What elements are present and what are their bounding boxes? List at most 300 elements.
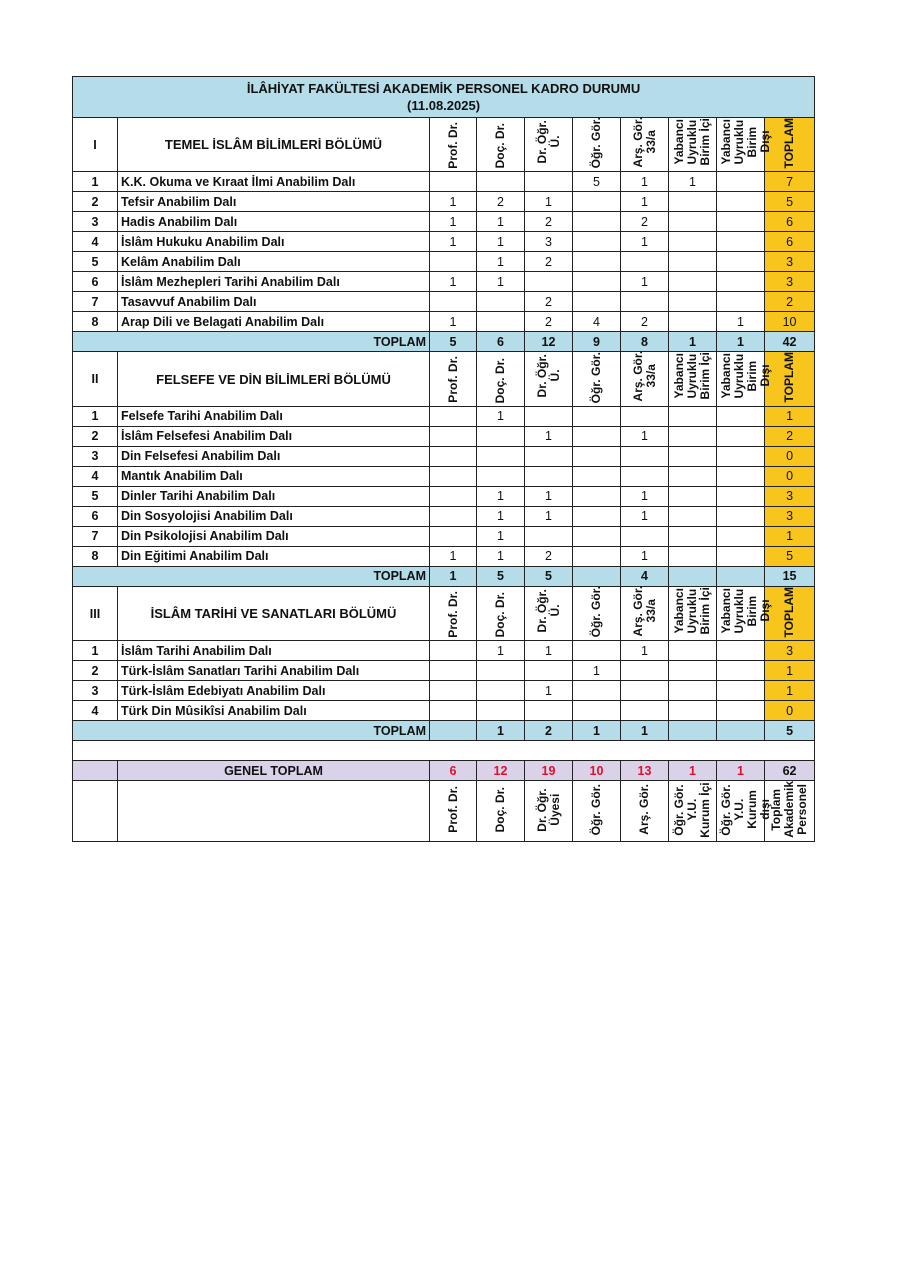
department-name: Din Psikolojisi Anabilim Dalı (118, 526, 430, 546)
footer-header-ogr-gor (573, 781, 621, 842)
column-header-toplam (765, 586, 815, 640)
value-ogr-gor (573, 212, 621, 232)
value-ogr-gor (573, 252, 621, 272)
table-row (73, 406, 815, 426)
department-name: Felsefe Tarihi Anabilim Dalı (118, 406, 430, 426)
value-yab-ici (669, 446, 717, 466)
column-header-ars-gor (621, 118, 669, 172)
value-prof (430, 406, 477, 426)
footer-blank-name (118, 781, 430, 842)
value-yab-ici (669, 681, 717, 701)
sum-doc: 1 (477, 721, 525, 741)
value-doc: 1 (477, 252, 525, 272)
column-header-yab-disi-label: Yabancı Uyruklu Birim Dışı (719, 353, 772, 399)
value-ars-gor: 1 (621, 272, 669, 292)
value-ogr-gor (573, 641, 621, 661)
value-prof: 1 (430, 192, 477, 212)
table-row (73, 641, 815, 661)
value-doc: 1 (477, 212, 525, 232)
value-ars-gor: 1 (621, 232, 669, 252)
column-header-ars-gor (621, 586, 669, 640)
row-number: 6 (73, 506, 118, 526)
value-ogr-gor (573, 526, 621, 546)
value-doc (477, 446, 525, 466)
row-number: 3 (73, 446, 118, 466)
row-total: 3 (765, 252, 815, 272)
sum-prof: 1 (430, 566, 477, 586)
value-dr-ogr (525, 661, 573, 681)
value-ars-gor (621, 406, 669, 426)
section-sum-total: 15 (765, 566, 815, 586)
section-sum-row (73, 721, 815, 741)
row-number: 8 (73, 312, 118, 332)
value-yab-ici (669, 426, 717, 446)
value-ogr-gor (573, 292, 621, 312)
value-doc (477, 292, 525, 312)
row-total: 0 (765, 466, 815, 486)
value-ars-gor: 1 (621, 172, 669, 192)
column-header-ogr-gor (573, 352, 621, 406)
department-name: Hadis Anabilim Dalı (118, 212, 430, 232)
value-dr-ogr: 2 (525, 312, 573, 332)
value-ogr-gor (573, 232, 621, 252)
value-doc: 1 (477, 546, 525, 566)
column-header-yab-disi-label: Yabancı Uyruklu Birim Dışı (719, 119, 772, 165)
value-ogr-gor: 1 (573, 661, 621, 681)
column-header-toplam-label: TOPLAM (782, 586, 797, 638)
value-ars-gor (621, 661, 669, 681)
section-roman-numeral: III (73, 586, 118, 640)
row-total: 1 (765, 406, 815, 426)
footer-header-row (73, 781, 815, 842)
table-row (73, 426, 815, 446)
row-total: 1 (765, 661, 815, 681)
value-dr-ogr: 2 (525, 212, 573, 232)
column-header-ars-gor (621, 352, 669, 406)
table-row (73, 172, 815, 192)
row-total: 0 (765, 446, 815, 466)
value-yab-disi: 1 (717, 312, 765, 332)
row-number: 2 (73, 661, 118, 681)
section-sum-label: TOPLAM (73, 566, 430, 586)
value-yab-ici (669, 546, 717, 566)
value-doc: 1 (477, 526, 525, 546)
sum-ars-gor: 8 (621, 332, 669, 352)
section-header-row (73, 118, 815, 172)
row-number: 8 (73, 546, 118, 566)
value-prof (430, 681, 477, 701)
value-yab-disi (717, 641, 765, 661)
value-doc: 1 (477, 272, 525, 292)
value-dr-ogr: 1 (525, 486, 573, 506)
column-header-yab-ici-label: Yabancı Uyruklu Birim İçi (672, 352, 712, 400)
column-header-ars-gor-label: Arş. Gör. 33/a (630, 350, 658, 402)
column-header-toplam (765, 118, 815, 172)
value-ars-gor: 1 (621, 486, 669, 506)
column-header-ogr-gor-label: Öğr. Gör. (589, 117, 603, 169)
value-yab-ici (669, 466, 717, 486)
value-doc (477, 466, 525, 486)
value-ars-gor: 1 (621, 641, 669, 661)
column-header-dr-ogr-label: Dr. Öğr. Ü. (534, 588, 562, 633)
value-ogr-gor (573, 681, 621, 701)
value-yab-disi (717, 506, 765, 526)
section-roman-numeral: I (73, 118, 118, 172)
column-header-dr-ogr (525, 118, 573, 172)
value-yab-disi (717, 701, 765, 721)
value-yab-disi (717, 232, 765, 252)
column-header-ars-gor-label: Arş. Gör. 33/a (630, 585, 658, 636)
department-name: Türk-İslâm Sanatları Tarihi Anabilim Dalı (118, 661, 430, 681)
value-ogr-gor: 5 (573, 172, 621, 192)
table-row (73, 292, 815, 312)
table-title (73, 77, 815, 118)
section-sum-label: TOPLAM (73, 721, 430, 741)
staff-table-body (73, 77, 815, 842)
column-header-dr-ogr-label: Dr. Öğr. Ü. (534, 354, 562, 398)
table-row (73, 701, 815, 721)
value-prof (430, 701, 477, 721)
value-ogr-gor: 4 (573, 312, 621, 332)
value-ogr-gor (573, 406, 621, 426)
row-total: 6 (765, 232, 815, 252)
row-number: 5 (73, 486, 118, 506)
value-yab-ici (669, 312, 717, 332)
value-yab-ici (669, 232, 717, 252)
sum-yab-ici (669, 721, 717, 741)
value-ogr-gor (573, 506, 621, 526)
value-prof (430, 426, 477, 446)
row-total: 3 (765, 272, 815, 292)
section-title: FELSEFE VE DİN BİLİMLERİ BÖLÜMÜ (118, 352, 430, 406)
value-dr-ogr: 2 (525, 292, 573, 312)
footer-header-ogr-gor-label: Öğr. Gör. (589, 784, 603, 836)
value-yab-ici (669, 506, 717, 526)
department-name: Türk-İslâm Edebiyatı Anabilim Dalı (118, 681, 430, 701)
column-header-doc-label: Doç. Dr. (493, 592, 507, 638)
value-ogr-gor (573, 272, 621, 292)
grand-doc: 12 (477, 761, 525, 781)
value-doc: 1 (477, 506, 525, 526)
table-row (73, 232, 815, 252)
column-header-ogr-gor-label: Öğr. Gör. (589, 586, 603, 638)
footer-header-dr-ogr (525, 781, 573, 842)
value-dr-ogr (525, 172, 573, 192)
sum-yab-ici: 1 (669, 332, 717, 352)
sum-prof (430, 721, 477, 741)
department-name: Din Sosyolojisi Anabilim Dalı (118, 506, 430, 526)
value-ars-gor: 1 (621, 192, 669, 212)
grand-dr-ogr: 19 (525, 761, 573, 781)
value-ars-gor (621, 701, 669, 721)
column-header-yab-ici-label: Yabancı Uyruklu Birim İçi (672, 586, 712, 635)
row-number: 6 (73, 272, 118, 292)
department-name: İslâm Hukuku Anabilim Dalı (118, 232, 430, 252)
sum-ogr-gor (573, 566, 621, 586)
row-total: 5 (765, 192, 815, 212)
row-total: 2 (765, 426, 815, 446)
value-doc (477, 681, 525, 701)
column-header-yab-disi (717, 352, 772, 406)
row-total: 1 (765, 526, 815, 546)
sum-doc: 6 (477, 332, 525, 352)
value-yab-ici: 1 (669, 172, 717, 192)
column-header-ogr-gor-label: Öğr. Gör. (589, 351, 603, 403)
value-ogr-gor (573, 446, 621, 466)
footer-header-yab-disi-label: Öğr. Gör. Y.U. Kurum dışı (719, 784, 772, 836)
table-title-line1: İLÂHİYAT FAKÜLTESİ AKADEMİK PERSONEL KADRO DURUMU (246, 81, 641, 96)
grand-yab-disi: 1 (717, 761, 765, 781)
grand-total-value: 62 (765, 761, 815, 781)
value-prof: 1 (430, 546, 477, 566)
value-dr-ogr: 1 (525, 681, 573, 701)
table-title-line2: (11.08.2025) (407, 98, 481, 113)
spacer-cell (73, 741, 815, 761)
row-number: 4 (73, 701, 118, 721)
value-yab-disi (717, 546, 765, 566)
value-ars-gor (621, 446, 669, 466)
footer-header-doc (477, 781, 525, 842)
value-dr-ogr: 1 (525, 192, 573, 212)
value-yab-disi (717, 526, 765, 546)
table-row (73, 312, 815, 332)
value-yab-ici (669, 406, 717, 426)
footer-header-ars-gor (621, 781, 669, 842)
department-name: İslâm Mezhepleri Tarihi Anabilim Dalı (118, 272, 430, 292)
grand-total-blank (73, 761, 118, 781)
value-prof (430, 466, 477, 486)
value-yab-ici (669, 486, 717, 506)
value-doc: 1 (477, 486, 525, 506)
value-dr-ogr (525, 446, 573, 466)
row-number: 1 (73, 641, 118, 661)
footer-header-yab-disi (717, 781, 772, 842)
sum-dr-ogr: 5 (525, 566, 573, 586)
value-doc (477, 172, 525, 192)
value-prof (430, 172, 477, 192)
value-prof: 1 (430, 312, 477, 332)
section-header-row (73, 352, 815, 406)
value-prof: 1 (430, 232, 477, 252)
column-header-yab-disi (717, 118, 772, 172)
row-total: 10 (765, 312, 815, 332)
table-row (73, 252, 815, 272)
sum-ars-gor: 1 (621, 721, 669, 741)
value-prof (430, 661, 477, 681)
sum-ogr-gor: 1 (573, 721, 621, 741)
table-row (73, 466, 815, 486)
row-number: 7 (73, 526, 118, 546)
value-ogr-gor (573, 701, 621, 721)
value-dr-ogr: 3 (525, 232, 573, 252)
section-sum-total: 5 (765, 721, 815, 741)
table-row (73, 681, 815, 701)
table-row (73, 486, 815, 506)
value-dr-ogr (525, 406, 573, 426)
footer-header-prof-label: Prof. Dr. (445, 786, 460, 834)
value-dr-ogr: 1 (525, 641, 573, 661)
grand-total-row (73, 761, 815, 781)
row-total: 3 (765, 506, 815, 526)
column-header-dr-ogr (525, 586, 573, 640)
value-dr-ogr: 2 (525, 252, 573, 272)
row-number: 1 (73, 172, 118, 192)
column-header-yab-disi (717, 586, 772, 640)
footer-header-prof (430, 781, 477, 842)
sum-ars-gor: 4 (621, 566, 669, 586)
sum-yab-disi: 1 (717, 332, 765, 352)
section-sum-label: TOPLAM (73, 332, 430, 352)
row-total: 6 (765, 212, 815, 232)
table-row (73, 546, 815, 566)
value-dr-ogr (525, 272, 573, 292)
value-doc: 1 (477, 406, 525, 426)
grand-yab-ici: 1 (669, 761, 717, 781)
grand-ogr-gor: 10 (573, 761, 621, 781)
table-row (73, 526, 815, 546)
column-header-dr-ogr-label: Dr. Öğr. Ü. (534, 120, 562, 164)
department-name: İslâm Felsefesi Anabilim Dalı (118, 426, 430, 446)
column-header-doc (477, 118, 525, 172)
value-prof (430, 252, 477, 272)
footer-header-ars-gor-label: Arş. Gör. (637, 784, 651, 836)
value-yab-disi (717, 292, 765, 312)
value-doc (477, 701, 525, 721)
value-ars-gor (621, 681, 669, 701)
row-total: 0 (765, 701, 815, 721)
table-row (73, 506, 815, 526)
sum-dr-ogr: 2 (525, 721, 573, 741)
row-total: 5 (765, 546, 815, 566)
value-doc (477, 661, 525, 681)
value-yab-ici (669, 292, 717, 312)
footer-header-yab-ici-label: Öğr. Gör. Y.U. Kurum İçi (672, 782, 712, 838)
value-yab-ici (669, 526, 717, 546)
department-name: Arap Dili ve Belagati Anabilim Dalı (118, 312, 430, 332)
value-prof (430, 526, 477, 546)
row-number: 7 (73, 292, 118, 312)
section-title: TEMEL İSLÂM BİLİMLERİ BÖLÜMÜ (118, 118, 430, 172)
column-header-prof-label: Prof. Dr. (445, 356, 460, 403)
value-dr-ogr (525, 466, 573, 486)
value-ars-gor (621, 252, 669, 272)
department-name: Dinler Tarihi Anabilim Dalı (118, 486, 430, 506)
row-total: 2 (765, 292, 815, 312)
column-header-prof-label: Prof. Dr. (445, 121, 460, 169)
row-number: 1 (73, 406, 118, 426)
value-ogr-gor (573, 546, 621, 566)
row-number: 2 (73, 426, 118, 446)
footer-blank-no (73, 781, 118, 842)
value-dr-ogr (525, 701, 573, 721)
row-number: 3 (73, 681, 118, 701)
column-header-doc-label: Doç. Dr. (493, 357, 507, 403)
value-doc: 1 (477, 232, 525, 252)
column-header-ars-gor-label: Arş. Gör. 33/a (630, 116, 658, 168)
department-name: Mantık Anabilim Dalı (118, 466, 430, 486)
section-sum-total: 42 (765, 332, 815, 352)
value-doc: 1 (477, 641, 525, 661)
row-number: 4 (73, 466, 118, 486)
grand-total-label: GENEL TOPLAM (118, 761, 430, 781)
department-name: Türk Din Mûsikîsi Anabilim Dalı (118, 701, 430, 721)
value-doc (477, 312, 525, 332)
sum-yab-disi (717, 721, 765, 741)
value-yab-disi (717, 486, 765, 506)
value-prof (430, 486, 477, 506)
column-header-yab-ici (669, 586, 717, 640)
row-total: 3 (765, 641, 815, 661)
value-doc: 2 (477, 192, 525, 212)
grand-ars-gor: 13 (621, 761, 669, 781)
footer-header-toplam (765, 781, 815, 842)
footer-header-yab-ici (669, 781, 717, 842)
value-dr-ogr (525, 526, 573, 546)
value-dr-ogr: 1 (525, 426, 573, 446)
column-header-toplam-label: TOPLAM (782, 352, 797, 403)
value-yab-ici (669, 272, 717, 292)
column-header-ogr-gor (573, 586, 621, 640)
value-yab-ici (669, 192, 717, 212)
value-yab-disi (717, 272, 765, 292)
value-yab-disi (717, 426, 765, 446)
department-name: Tefsir Anabilim Dalı (118, 192, 430, 212)
column-header-dr-ogr (525, 352, 573, 406)
column-header-doc (477, 586, 525, 640)
value-ars-gor (621, 466, 669, 486)
sum-dr-ogr: 12 (525, 332, 573, 352)
table-row (73, 272, 815, 292)
table-row (73, 661, 815, 681)
value-yab-ici (669, 252, 717, 272)
sum-ogr-gor: 9 (573, 332, 621, 352)
value-dr-ogr: 1 (525, 506, 573, 526)
value-prof: 1 (430, 212, 477, 232)
value-yab-ici (669, 661, 717, 681)
value-yab-ici (669, 212, 717, 232)
footer-header-toplam-label: Toplam Akademik Personel (769, 781, 810, 839)
department-name: Din Felsefesi Anabilim Dalı (118, 446, 430, 466)
value-doc (477, 426, 525, 446)
row-number: 4 (73, 232, 118, 252)
footer-header-dr-ogr-label: Dr. Öğr. Üyesi (534, 788, 562, 832)
value-ars-gor: 1 (621, 546, 669, 566)
department-name: Tasavvuf Anabilim Dalı (118, 292, 430, 312)
table-row (73, 192, 815, 212)
column-header-prof (430, 586, 477, 640)
value-ars-gor (621, 292, 669, 312)
column-header-yab-disi-label: Yabancı Uyruklu Birim Dışı (719, 587, 772, 634)
value-ars-gor: 1 (621, 426, 669, 446)
footer-header-doc-label: Doç. Dr. (493, 787, 507, 833)
grand-prof: 6 (430, 761, 477, 781)
column-header-doc (477, 352, 525, 406)
department-name: Kelâm Anabilim Dalı (118, 252, 430, 272)
value-dr-ogr: 2 (525, 546, 573, 566)
spacer-row (73, 741, 815, 761)
value-ars-gor: 2 (621, 312, 669, 332)
department-name: İslâm Tarihi Anabilim Dalı (118, 641, 430, 661)
row-number: 3 (73, 212, 118, 232)
value-yab-disi (717, 661, 765, 681)
value-yab-disi (717, 681, 765, 701)
value-yab-ici (669, 641, 717, 661)
department-name: Din Eğitimi Anabilim Dalı (118, 546, 430, 566)
value-ars-gor: 2 (621, 212, 669, 232)
row-number: 2 (73, 192, 118, 212)
value-yab-disi (717, 212, 765, 232)
row-total: 7 (765, 172, 815, 192)
